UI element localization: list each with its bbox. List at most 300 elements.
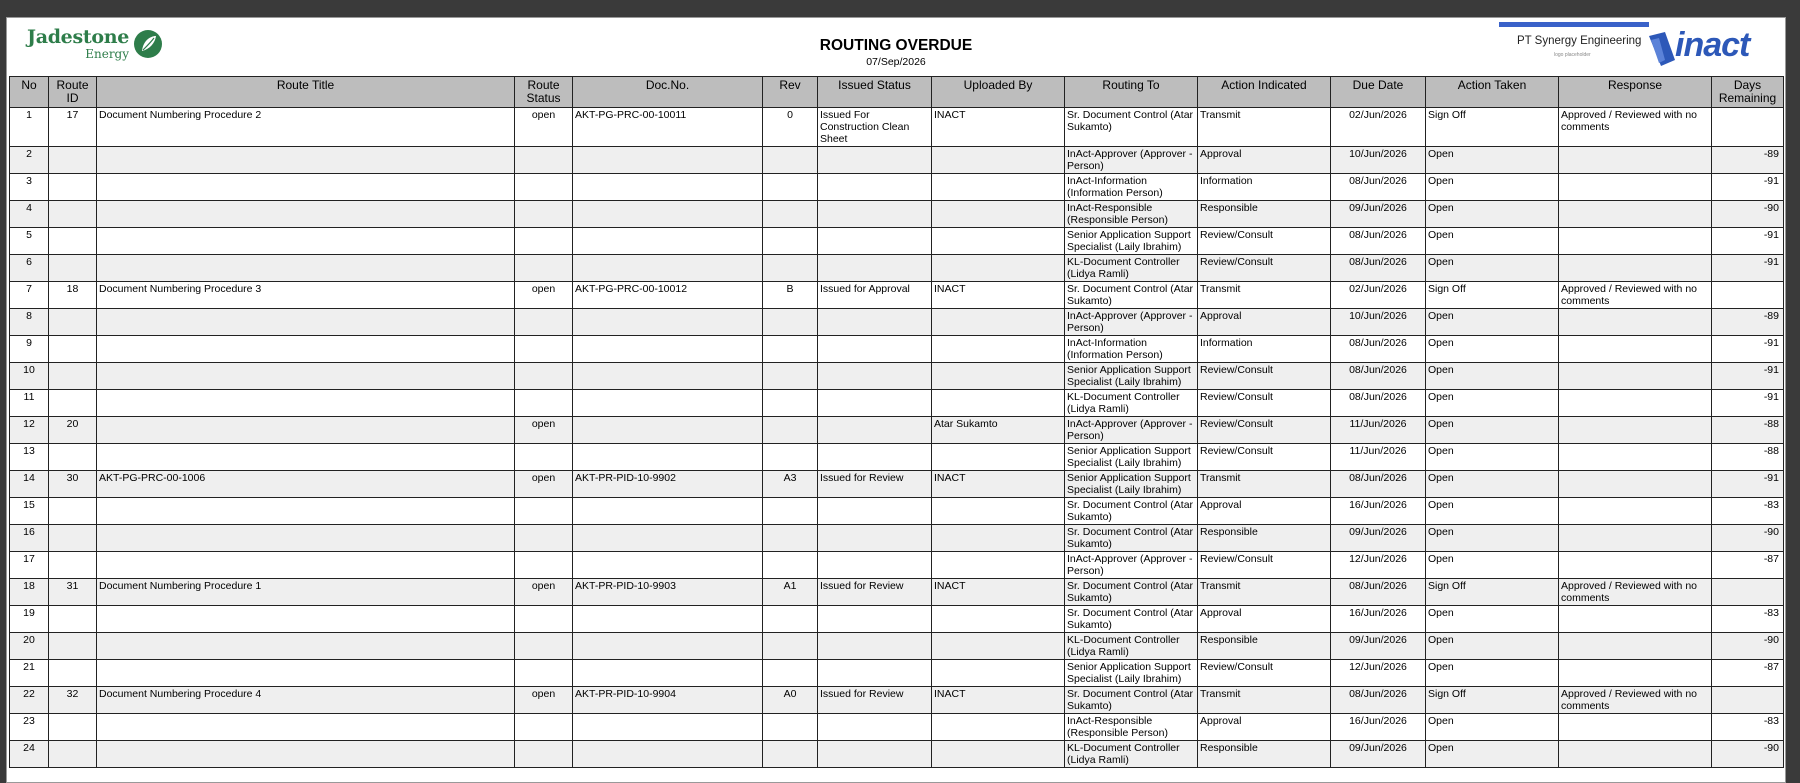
col-action-indicated-header: Action Indicated: [1198, 77, 1331, 108]
cell-doc-no: [573, 606, 763, 633]
cell-action: Review/Consult: [1198, 363, 1331, 390]
cell-days: -83: [1712, 714, 1784, 741]
col-no-header: No: [10, 77, 49, 108]
cell-rev: A1: [763, 579, 818, 606]
cell-action: Responsible: [1198, 633, 1331, 660]
cell-title: Document Numbering Procedure 1: [97, 579, 515, 606]
cell-issued: [818, 336, 932, 363]
cell-taken: Sign Off: [1426, 687, 1559, 714]
cell-status: open: [515, 579, 573, 606]
cell-response: [1559, 471, 1712, 498]
jadestone-logo-subtext: Energy: [85, 47, 130, 61]
cell-route-id: 30: [49, 471, 97, 498]
company-name: PT Synergy Engineering: [1517, 35, 1642, 47]
cell-route-id: 32: [49, 687, 97, 714]
inact-logo: [1499, 20, 1779, 72]
cell-days: -91: [1712, 390, 1784, 417]
cell-action: Approval: [1198, 498, 1331, 525]
cell-status: [515, 741, 573, 768]
cell-routing-to: KL-Document Controller (Lidya Ramli): [1065, 255, 1198, 282]
cell-title: [97, 363, 515, 390]
cell-route-id: [49, 174, 97, 201]
cell-days: -91: [1712, 174, 1784, 201]
cell-uploaded: [932, 606, 1065, 633]
cell-issued: Issued for Approval: [818, 282, 932, 309]
cell-doc-no: [573, 552, 763, 579]
cell-issued: Issued for Review: [818, 579, 932, 606]
cell-title: Document Numbering Procedure 3: [97, 282, 515, 309]
cell-issued: [818, 444, 932, 471]
cell-status: [515, 498, 573, 525]
table-row: [10, 282, 1784, 309]
cell-due: 11/Jun/2026: [1331, 444, 1426, 471]
cell-no: 1: [10, 108, 49, 147]
cell-days: -89: [1712, 309, 1784, 336]
cell-taken: Open: [1426, 633, 1559, 660]
cell-route-id: [49, 660, 97, 687]
cell-taken: Open: [1426, 525, 1559, 552]
table-row: [10, 147, 1784, 174]
cell-rev: 0: [763, 108, 818, 147]
cell-taken: Open: [1426, 498, 1559, 525]
cell-status: [515, 633, 573, 660]
cell-routing-to: KL-Document Controller (Lidya Ramli): [1065, 390, 1198, 417]
table-row: [10, 525, 1784, 552]
cell-due: 12/Jun/2026: [1331, 660, 1426, 687]
cell-taken: Open: [1426, 174, 1559, 201]
cell-taken: Open: [1426, 444, 1559, 471]
cell-no: 18: [10, 579, 49, 606]
cell-routing-to: Senior Application Support Specialist (Laily Ibrahim): [1065, 228, 1198, 255]
cell-uploaded: [932, 660, 1065, 687]
cell-routing-to: InAct-Responsible (Responsible Person): [1065, 201, 1198, 228]
cell-no: 11: [10, 390, 49, 417]
cell-route-id: 31: [49, 579, 97, 606]
cell-days: -91: [1712, 363, 1784, 390]
cell-no: 10: [10, 363, 49, 390]
cell-route-id: [49, 336, 97, 363]
cell-title: [97, 444, 515, 471]
cell-response: [1559, 552, 1712, 579]
cell-rev: A0: [763, 687, 818, 714]
cell-days: -91: [1712, 471, 1784, 498]
cell-due: 09/Jun/2026: [1331, 201, 1426, 228]
cell-rev: [763, 525, 818, 552]
table-row: [10, 741, 1784, 768]
cell-days: [1712, 108, 1784, 147]
cell-action: Review/Consult: [1198, 228, 1331, 255]
cell-taken: Open: [1426, 147, 1559, 174]
cell-doc-no: [573, 525, 763, 552]
col-days-remaining-header: Days Remaining: [1712, 77, 1784, 108]
cell-status: open: [515, 417, 573, 444]
cell-action: Information: [1198, 174, 1331, 201]
cell-due: 08/Jun/2026: [1331, 228, 1426, 255]
cell-title: [97, 552, 515, 579]
cell-doc-no: [573, 363, 763, 390]
cell-issued: [818, 363, 932, 390]
cell-days: [1712, 282, 1784, 309]
cell-action: Review/Consult: [1198, 390, 1331, 417]
col-rev-header: Rev: [763, 77, 818, 108]
cell-taken: Open: [1426, 228, 1559, 255]
col-doc-no-header: Doc.No.: [573, 77, 763, 108]
cell-uploaded: [932, 741, 1065, 768]
cell-action: Review/Consult: [1198, 417, 1331, 444]
cell-routing-to: InAct-Responsible (Responsible Person): [1065, 714, 1198, 741]
cell-response: [1559, 336, 1712, 363]
cell-uploaded: INACT: [932, 579, 1065, 606]
cell-doc-no: [573, 255, 763, 282]
table-row: [10, 444, 1784, 471]
cell-due: 10/Jun/2026: [1331, 147, 1426, 174]
cell-response: [1559, 444, 1712, 471]
cell-taken: Open: [1426, 417, 1559, 444]
cell-status: [515, 552, 573, 579]
cell-uploaded: INACT: [932, 282, 1065, 309]
cell-days: -83: [1712, 498, 1784, 525]
cell-action: Approval: [1198, 309, 1331, 336]
cell-doc-no: [573, 660, 763, 687]
cell-routing-to: Sr. Document Control (Atar Sukamto): [1065, 606, 1198, 633]
cell-doc-no: [573, 741, 763, 768]
cell-status: [515, 255, 573, 282]
col-action-taken-header: Action Taken: [1426, 77, 1559, 108]
cell-status: [515, 228, 573, 255]
cell-issued: [818, 633, 932, 660]
cell-due: 02/Jun/2026: [1331, 108, 1426, 147]
cell-no: 22: [10, 687, 49, 714]
cell-rev: [763, 390, 818, 417]
cell-no: 6: [10, 255, 49, 282]
cell-response: [1559, 309, 1712, 336]
cell-due: 09/Jun/2026: [1331, 633, 1426, 660]
table-row: [10, 687, 1784, 714]
cell-taken: Open: [1426, 336, 1559, 363]
cell-uploaded: [932, 336, 1065, 363]
cell-title: [97, 417, 515, 444]
cell-days: -90: [1712, 633, 1784, 660]
cell-taken: Sign Off: [1426, 108, 1559, 147]
cell-doc-no: [573, 147, 763, 174]
routing-table: [9, 76, 1784, 768]
cell-routing-to: Sr. Document Control (Atar Sukamto): [1065, 108, 1198, 147]
table-row: [10, 714, 1784, 741]
cell-issued: [818, 525, 932, 552]
cell-no: 17: [10, 552, 49, 579]
cell-doc-no: [573, 201, 763, 228]
cell-route-id: 20: [49, 417, 97, 444]
cell-status: [515, 444, 573, 471]
table-row: [10, 255, 1784, 282]
cell-action: Responsible: [1198, 525, 1331, 552]
col-route-title-header: Route Title: [97, 77, 515, 108]
cell-issued: [818, 741, 932, 768]
cell-status: [515, 174, 573, 201]
cell-no: 20: [10, 633, 49, 660]
cell-taken: Open: [1426, 471, 1559, 498]
cell-due: 11/Jun/2026: [1331, 417, 1426, 444]
cell-rev: B: [763, 282, 818, 309]
cell-uploaded: [932, 633, 1065, 660]
cell-issued: [818, 552, 932, 579]
cell-action: Approval: [1198, 606, 1331, 633]
cell-issued: [818, 201, 932, 228]
cell-no: 5: [10, 228, 49, 255]
cell-status: [515, 201, 573, 228]
table-row: [10, 579, 1784, 606]
cell-doc-no: [573, 336, 763, 363]
cell-action: Approval: [1198, 147, 1331, 174]
cell-uploaded: INACT: [932, 108, 1065, 147]
cell-response: [1559, 255, 1712, 282]
col-routing-to-header: Routing To: [1065, 77, 1198, 108]
cell-issued: [818, 390, 932, 417]
cell-doc-no: AKT-PR-PID-10-9902: [573, 471, 763, 498]
cell-action: Review/Consult: [1198, 444, 1331, 471]
cell-taken: Open: [1426, 552, 1559, 579]
cell-title: Document Numbering Procedure 2: [97, 108, 515, 147]
cell-due: 08/Jun/2026: [1331, 336, 1426, 363]
cell-status: [515, 147, 573, 174]
cell-status: [515, 660, 573, 687]
cell-no: 15: [10, 498, 49, 525]
cell-days: -87: [1712, 552, 1784, 579]
col-route-id-header: Route ID: [49, 77, 97, 108]
cell-doc-no: [573, 309, 763, 336]
cell-status: open: [515, 282, 573, 309]
cell-title: [97, 714, 515, 741]
cell-due: 12/Jun/2026: [1331, 552, 1426, 579]
cell-no: 2: [10, 147, 49, 174]
cell-response: [1559, 174, 1712, 201]
cell-response: [1559, 201, 1712, 228]
cell-routing-to: Sr. Document Control (Atar Sukamto): [1065, 498, 1198, 525]
cell-doc-no: [573, 228, 763, 255]
cell-issued: [818, 498, 932, 525]
logo-placeholder-text: logo placeholder: [1554, 52, 1591, 58]
table-row: [10, 660, 1784, 687]
cell-title: [97, 633, 515, 660]
cell-taken: Open: [1426, 255, 1559, 282]
report-date: 07/Sep/2026: [866, 56, 926, 68]
cell-route-id: [49, 255, 97, 282]
cell-title: [97, 147, 515, 174]
cell-no: 3: [10, 174, 49, 201]
window-top-bar: [0, 0, 1800, 14]
cell-title: [97, 390, 515, 417]
cell-taken: Open: [1426, 309, 1559, 336]
cell-title: [97, 660, 515, 687]
cell-routing-to: Sr. Document Control (Atar Sukamto): [1065, 687, 1198, 714]
cell-uploaded: [932, 228, 1065, 255]
cell-days: [1712, 687, 1784, 714]
cell-issued: Issued For Construction Clean Sheet: [818, 108, 932, 147]
cell-issued: [818, 255, 932, 282]
cell-rev: [763, 660, 818, 687]
cell-days: -83: [1712, 606, 1784, 633]
cell-taken: Open: [1426, 363, 1559, 390]
cell-routing-to: Senior Application Support Specialist (Laily Ibrahim): [1065, 660, 1198, 687]
cell-taken: Open: [1426, 714, 1559, 741]
cell-rev: A3: [763, 471, 818, 498]
table-row: [10, 633, 1784, 660]
cell-action: Transmit: [1198, 471, 1331, 498]
cell-taken: Open: [1426, 390, 1559, 417]
cell-no: 14: [10, 471, 49, 498]
table-row: [10, 552, 1784, 579]
cell-route-id: [49, 444, 97, 471]
cell-uploaded: [932, 444, 1065, 471]
cell-title: [97, 228, 515, 255]
col-issued-status-header: Issued Status: [818, 77, 932, 108]
table-row: [10, 174, 1784, 201]
cell-no: 12: [10, 417, 49, 444]
cell-issued: [818, 714, 932, 741]
cell-days: -91: [1712, 336, 1784, 363]
cell-no: 9: [10, 336, 49, 363]
table-row: [10, 606, 1784, 633]
cell-routing-to: InAct-Approver (Approver - Person): [1065, 417, 1198, 444]
cell-route-id: [49, 390, 97, 417]
cell-response: [1559, 390, 1712, 417]
cell-due: 08/Jun/2026: [1331, 255, 1426, 282]
cell-route-id: 17: [49, 108, 97, 147]
cell-doc-no: AKT-PR-PID-10-9904: [573, 687, 763, 714]
cell-title: [97, 336, 515, 363]
cell-no: 16: [10, 525, 49, 552]
cell-rev: [763, 363, 818, 390]
col-response-header: Response: [1559, 77, 1712, 108]
cell-uploaded: [932, 525, 1065, 552]
inact-wordmark: inact: [1675, 26, 1750, 64]
cell-route-id: [49, 525, 97, 552]
cell-response: [1559, 147, 1712, 174]
cell-routing-to: InAct-Information (Information Person): [1065, 336, 1198, 363]
cell-uploaded: [932, 390, 1065, 417]
cell-due: 08/Jun/2026: [1331, 687, 1426, 714]
cell-status: [515, 606, 573, 633]
cell-status: [515, 390, 573, 417]
cell-issued: [818, 417, 932, 444]
table-row: [10, 309, 1784, 336]
table-header: [10, 77, 1784, 108]
cell-taken: Sign Off: [1426, 282, 1559, 309]
table-row: [10, 336, 1784, 363]
cell-action: Transmit: [1198, 579, 1331, 606]
cell-no: 24: [10, 741, 49, 768]
cell-taken: Open: [1426, 606, 1559, 633]
cell-days: -88: [1712, 417, 1784, 444]
cell-uploaded: [932, 255, 1065, 282]
cell-status: [515, 309, 573, 336]
cell-response: Approved / Reviewed with no comments: [1559, 687, 1712, 714]
cell-no: 4: [10, 201, 49, 228]
cell-rev: [763, 633, 818, 660]
cell-days: -87: [1712, 660, 1784, 687]
cell-action: Transmit: [1198, 282, 1331, 309]
cell-rev: [763, 147, 818, 174]
cell-no: 19: [10, 606, 49, 633]
cell-due: 08/Jun/2026: [1331, 471, 1426, 498]
cell-action: Review/Consult: [1198, 255, 1331, 282]
cell-routing-to: Sr. Document Control (Atar Sukamto): [1065, 579, 1198, 606]
cell-routing-to: KL-Document Controller (Lidya Ramli): [1065, 633, 1198, 660]
cell-no: 21: [10, 660, 49, 687]
cell-title: Document Numbering Procedure 4: [97, 687, 515, 714]
cell-taken: Open: [1426, 741, 1559, 768]
cell-uploaded: [932, 552, 1065, 579]
cell-issued: [818, 660, 932, 687]
cell-uploaded: [932, 363, 1065, 390]
cell-action: Transmit: [1198, 687, 1331, 714]
cell-routing-to: InAct-Information (Information Person): [1065, 174, 1198, 201]
cell-status: open: [515, 471, 573, 498]
cell-status: [515, 363, 573, 390]
cell-routing-to: InAct-Approver (Approver - Person): [1065, 552, 1198, 579]
cell-status: open: [515, 108, 573, 147]
cell-route-id: [49, 552, 97, 579]
cell-no: 7: [10, 282, 49, 309]
cell-uploaded: INACT: [932, 687, 1065, 714]
cell-title: [97, 525, 515, 552]
cell-status: open: [515, 687, 573, 714]
cell-taken: Open: [1426, 201, 1559, 228]
table-body: [10, 108, 1784, 768]
cell-route-id: [49, 363, 97, 390]
cell-due: 08/Jun/2026: [1331, 390, 1426, 417]
cell-response: [1559, 363, 1712, 390]
report-title: ROUTING OVERDUE: [819, 37, 973, 54]
cell-due: 08/Jun/2026: [1331, 174, 1426, 201]
cell-rev: [763, 606, 818, 633]
cell-due: 16/Jun/2026: [1331, 714, 1426, 741]
cell-due: 08/Jun/2026: [1331, 363, 1426, 390]
cell-doc-no: [573, 417, 763, 444]
cell-action: Responsible: [1198, 741, 1331, 768]
cell-due: 08/Jun/2026: [1331, 579, 1426, 606]
cell-days: [1712, 579, 1784, 606]
cell-doc-no: [573, 498, 763, 525]
cell-route-id: [49, 741, 97, 768]
cell-days: -90: [1712, 525, 1784, 552]
cell-rev: [763, 336, 818, 363]
cell-title: [97, 309, 515, 336]
cell-route-id: [49, 147, 97, 174]
cell-rev: [763, 255, 818, 282]
col-due-date-header: Due Date: [1331, 77, 1426, 108]
cell-taken: Sign Off: [1426, 579, 1559, 606]
cell-uploaded: [932, 309, 1065, 336]
report-header: [7, 18, 1785, 76]
cell-doc-no: AKT-PR-PID-10-9903: [573, 579, 763, 606]
cell-doc-no: [573, 444, 763, 471]
cell-issued: [818, 174, 932, 201]
cell-doc-no: [573, 390, 763, 417]
cell-doc-no: AKT-PG-PRC-00-10012: [573, 282, 763, 309]
cell-response: Approved / Reviewed with no comments: [1559, 282, 1712, 309]
cell-title: [97, 741, 515, 768]
cell-response: Approved / Reviewed with no comments: [1559, 108, 1712, 147]
cell-doc-no: [573, 714, 763, 741]
cell-rev: [763, 741, 818, 768]
cell-days: -90: [1712, 201, 1784, 228]
cell-days: -91: [1712, 228, 1784, 255]
table-row: [10, 498, 1784, 525]
cell-action: Review/Consult: [1198, 660, 1331, 687]
cell-status: [515, 525, 573, 552]
table-row: [10, 363, 1784, 390]
